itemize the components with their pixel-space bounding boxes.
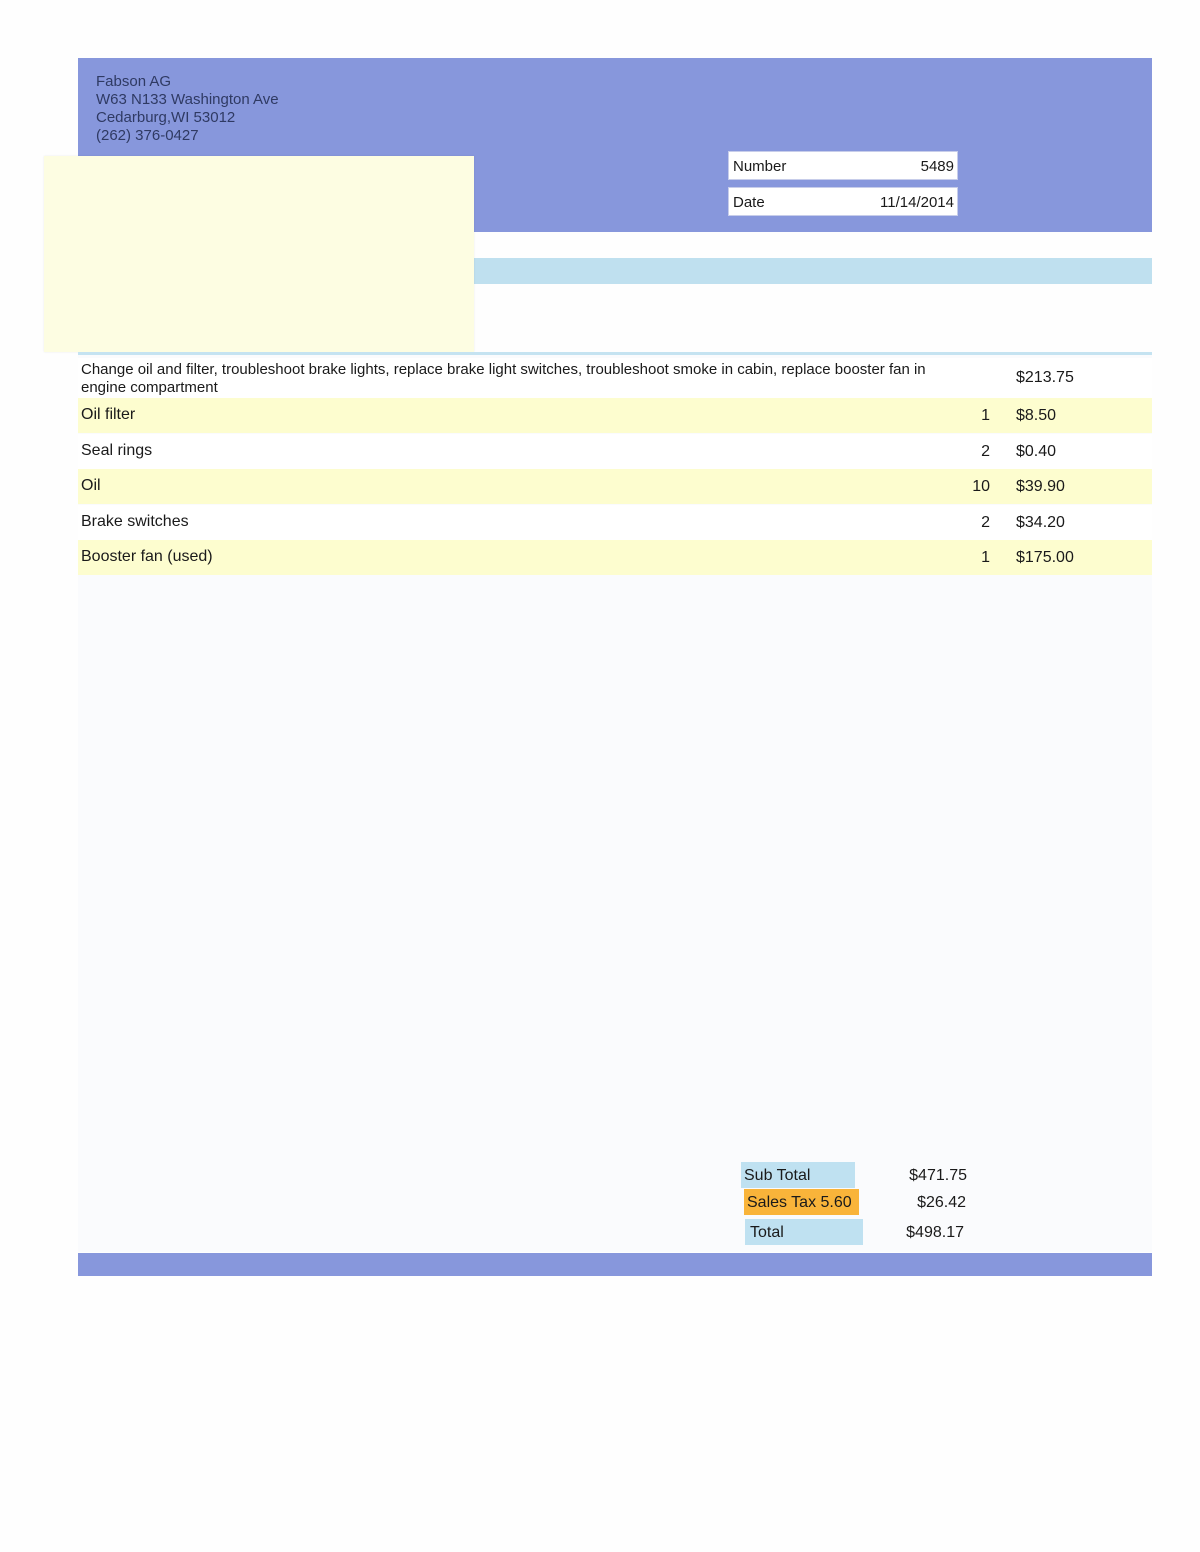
footer-band	[78, 1253, 1152, 1276]
sales-tax-label: Sales Tax 5.60	[744, 1189, 859, 1215]
table-row	[78, 540, 1152, 575]
invoice-date-value: 11/14/2014	[880, 194, 954, 211]
item-name: Seal rings	[81, 442, 153, 459]
item-name: Oil filter	[81, 406, 136, 423]
item-qty: 1	[981, 549, 990, 566]
item-name: Oil	[81, 477, 101, 494]
item-name: Booster fan (used)	[81, 548, 213, 565]
total-label: Total	[745, 1219, 863, 1245]
invoice-number-value: 5489	[920, 158, 954, 175]
table-row	[78, 469, 1152, 504]
invoice-number-label: Number	[733, 158, 787, 175]
item-qty: 1	[981, 407, 990, 424]
sales-tax-value: $26.42	[917, 1194, 966, 1211]
work-description-text: Change oil and filter, troubleshoot brake lights, replace brake light switches, troubleshoot smoke in cabin, replace booster fan in engine compartment	[81, 361, 926, 396]
table-row	[78, 398, 1152, 433]
item-qty: 10	[972, 478, 990, 495]
work-description-price: $213.75	[1016, 369, 1074, 386]
item-qty: 2	[981, 514, 990, 531]
company-address-block	[96, 73, 279, 145]
item-price: $175.00	[1016, 549, 1074, 566]
item-price: $34.20	[1016, 514, 1065, 531]
company-address-line1: W63 N133 Washington Ave	[96, 91, 279, 108]
item-name: Brake switches	[81, 513, 189, 530]
item-price: $8.50	[1016, 407, 1057, 424]
table-row	[78, 434, 1152, 469]
subtotal-value: $471.75	[909, 1167, 967, 1184]
invoice-date-label: Date	[733, 194, 765, 211]
item-price: $39.90	[1016, 478, 1065, 495]
total-value: $498.17	[906, 1224, 964, 1241]
invoice-date-box	[728, 187, 958, 216]
section-divider-band	[474, 258, 1152, 284]
company-phone: (262) 376-0427	[96, 127, 199, 144]
item-qty: 2	[981, 443, 990, 460]
invoice-number-box	[728, 151, 958, 180]
subtotal-label: Sub Total	[741, 1162, 855, 1188]
work-description-row	[78, 358, 1152, 398]
item-price: $0.40	[1016, 443, 1057, 460]
redaction-sticky-note	[44, 156, 474, 352]
company-name: Fabson AG	[96, 73, 172, 90]
table-row	[78, 505, 1152, 540]
company-address-line2: Cedarburg,WI 53012	[96, 109, 236, 126]
